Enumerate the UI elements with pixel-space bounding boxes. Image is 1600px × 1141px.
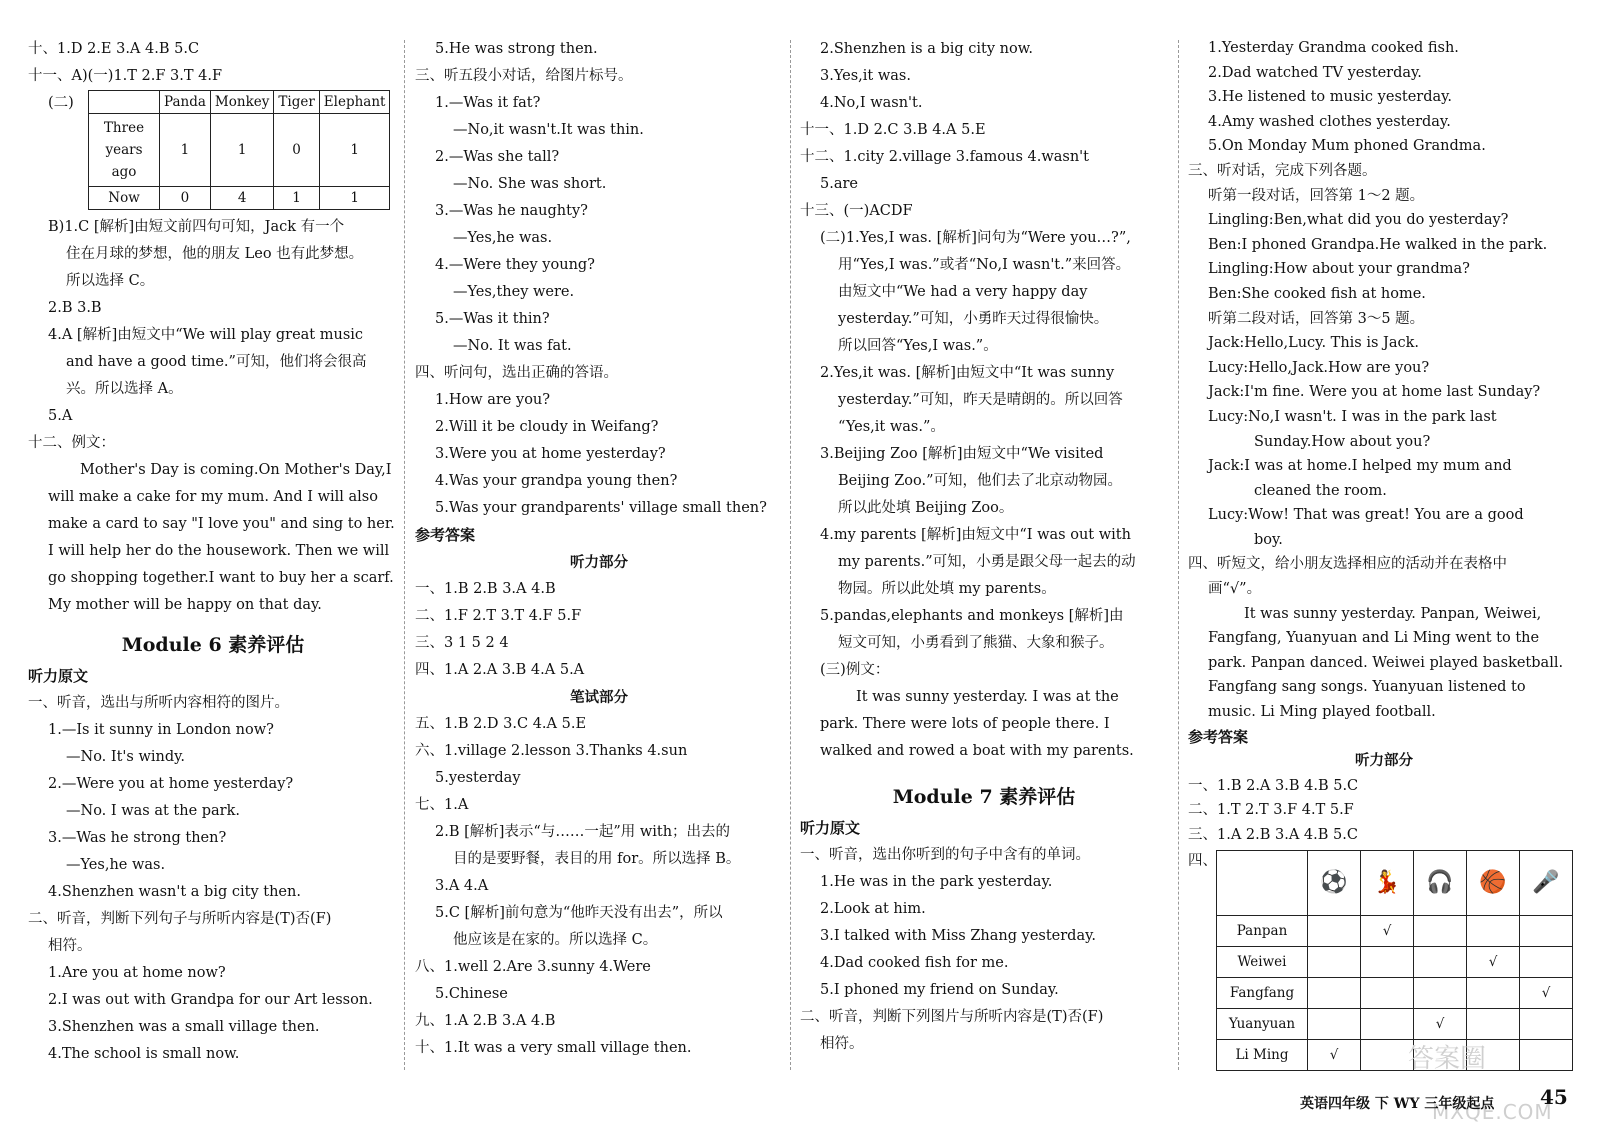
answer-line: 十三、(一)ACDF [800, 203, 913, 219]
singing-icon: 🎤 [1520, 850, 1573, 915]
child-name: Fangfang [1217, 977, 1308, 1008]
question-line: 2.Will it be cloudy in Weifang? [435, 419, 659, 435]
table-cell: 1 [319, 114, 390, 187]
question-line: 4.The school is small now. [48, 1046, 240, 1062]
question-line: 相符。 [48, 938, 92, 954]
answer-line: 住在月球的梦想，他的朋友 Leo 也有此梦想。 [66, 246, 364, 262]
column-divider [790, 40, 791, 1070]
answer-line: 四、 [1188, 852, 1217, 869]
answer-line: B)1.C [解析]由短文前四句可知，Jack 有一个 [48, 219, 345, 235]
essay-line: I will help her do the housework. Then we will [48, 543, 390, 559]
check-cell [1361, 977, 1414, 1008]
answer-line: my parents.”可知，小勇是跟父母一起去的动 [838, 554, 1136, 570]
table-row-label: Now [89, 187, 160, 210]
essay-line: make a card to say "I love you" and sing to her. [48, 516, 395, 532]
check-cell [1308, 977, 1361, 1008]
answer-line: 3.Beijing Zoo [解析]由短文中“We visited [820, 446, 1104, 462]
question-line: 一、听音，选出与所听内容相符的图片。 [28, 695, 289, 711]
question-line: 4.Shenzhen wasn't a big city then. [48, 884, 301, 900]
check-cell [1520, 1039, 1573, 1070]
answer-line: 所以选择 C。 [66, 273, 155, 289]
answer-line: (二) [48, 95, 74, 111]
answer-line: 一、1.B 2.A 3.B 4.B 5.C [1188, 777, 1359, 794]
answer-line: 3.A 4.A [435, 878, 489, 894]
question-line: 四、听短文，给小朋友选择相应的活动并在表格中 [1188, 556, 1507, 573]
answer-line: 目的是要野餐，表目的用 for。所以选择 B。 [453, 851, 741, 867]
dialogue-line: Jack:I was at home.I helped my mum and [1208, 458, 1512, 475]
essay-line: It was sunny yesterday. I was at the [856, 689, 1119, 705]
check-cell [1520, 915, 1573, 946]
question-line: 5.Was your grandparents' village small then? [435, 500, 767, 516]
answer-line: 一、1.B 2.B 3.A 4.B [415, 581, 556, 597]
question-line: 1.—Is it sunny in London now? [48, 722, 274, 738]
answer-line: 二、1.F 2.T 3.T 4.F 5.F [415, 608, 582, 624]
question-line: 5.On Monday Mum phoned Grandma. [1208, 138, 1486, 155]
question-line: 2.Dad watched TV yesterday. [1208, 64, 1422, 81]
answer-line: 5.C [解析]前句意为“他昨天没有出去”，所以 [435, 905, 723, 921]
column-divider [404, 40, 405, 1070]
column-2 [415, 36, 783, 1062]
subsection-heading: 听力部分 [570, 554, 628, 571]
music-icon: 🎧 [1414, 850, 1467, 915]
table-header: Panda [160, 91, 211, 114]
answer-line: 4.No,I wasn't. [820, 95, 923, 111]
dialogue-line: Lingling:How about your grandma? [1208, 261, 1470, 278]
check-cell [1520, 946, 1573, 977]
question-line: —No. It was fat. [453, 338, 572, 354]
check-cell: √ [1467, 946, 1520, 977]
section-heading: 听力原文 [28, 667, 89, 685]
passage-line: Fangfang, Yuanyuan and Li Ming went to the [1208, 630, 1540, 647]
dialogue-line: Lucy:Wow! That was great! You are a good [1208, 507, 1524, 524]
question-line: 三、听对话，完成下列各题。 [1188, 162, 1377, 179]
answer-line: 五、1.B 2.D 3.C 4.A 5.E [415, 716, 587, 732]
answer-line: 兴。所以选择 A。 [66, 381, 183, 397]
column-3 [800, 36, 1168, 1058]
check-cell [1520, 1008, 1573, 1039]
question-line: 2.Look at him. [820, 901, 926, 917]
check-cell [1308, 915, 1361, 946]
answer-line: 十、1.It was a very small village then. [415, 1040, 692, 1056]
question-line: 二、听音，判断下列图片与所听内容是(T)否(F) [800, 1009, 1104, 1025]
answer-line: 六、1.village 2.lesson 3.Thanks 4.sun [415, 743, 688, 759]
question-line: —Yes,they were. [453, 284, 575, 300]
check-cell [1414, 915, 1467, 946]
child-name: Weiwei [1217, 946, 1308, 977]
passage-line: Fangfang sang songs. Yuanyuan listened to [1208, 679, 1526, 696]
question-line: 3.Were you at home yesterday? [435, 446, 666, 462]
question-line: —No. It's windy. [66, 749, 186, 765]
question-line: 4.—Were they young? [435, 257, 595, 273]
activity-table-block [1188, 848, 1580, 1062]
dialogue-line: Lingling:Ben,what did you do yesterday? [1208, 212, 1509, 229]
dialogue-line: Ben:She cooked fish at home. [1208, 285, 1426, 302]
dialogue-line: Sunday.How about you? [1254, 433, 1431, 450]
question-line: 2.—Was she tall? [435, 149, 560, 165]
subsection-heading: 笔试部分 [570, 689, 628, 706]
animal-count-table [88, 90, 390, 210]
page-number: 45 [1540, 1085, 1568, 1109]
question-line: 5.—Was it thin? [435, 311, 550, 327]
answer-line: Beijing Zoo.”可知，他们去了北京动物园。 [838, 473, 1123, 489]
table-cell: 1 [319, 187, 390, 210]
question-line: 3.—Was he strong then? [48, 830, 227, 846]
answer-line: 所以此处填 Beijing Zoo。 [838, 500, 1014, 516]
question-line: 一、听音，选出你听到的句子中含有的单词。 [800, 847, 1090, 863]
basketball-icon: 🏀 [1467, 850, 1520, 915]
dancing-icon: 💃 [1361, 850, 1414, 915]
answer-line: 2.Shenzhen is a big city now. [820, 41, 1034, 57]
question-line: 画“√”。 [1208, 581, 1262, 598]
question-line: 1.—Was it fat? [435, 95, 541, 111]
answer-line: 十二、1.city 2.village 3.famous 4.wasn't [800, 149, 1089, 165]
child-name: Panpan [1217, 915, 1308, 946]
question-line: 3.He listened to music yesterday. [1208, 89, 1453, 106]
answer-line: (二)1.Yes,I was. [解析]问句为“Were you…?”, [820, 230, 1131, 246]
table-header: Tiger [274, 91, 319, 114]
answer-line: 2.B 3.B [48, 300, 102, 316]
check-cell [1361, 1039, 1414, 1070]
check-cell [1308, 946, 1361, 977]
dialogue-line: Lucy:No,I wasn't. I was in the park last [1208, 408, 1497, 425]
module-heading: Module 7 素养评估 [892, 786, 1076, 808]
answer-line: 二、1.T 2.T 3.F 4.T 5.F [1188, 802, 1354, 819]
passage-line: It was sunny yesterday. Panpan, Weiwei, [1244, 605, 1542, 622]
question-line: 三、听五段小对话，给图片标号。 [415, 68, 633, 84]
dialogue-line: Ben:I phoned Grandpa.He walked in the park. [1208, 236, 1548, 253]
question-line: 1.How are you? [435, 392, 551, 408]
answer-line: and have a good time.”可知，他们将会很高 [66, 354, 367, 370]
table-cell: 0 [274, 114, 319, 187]
check-cell [1467, 1008, 1520, 1039]
answer-line: 5.yesterday [435, 770, 521, 786]
question-line: 听第二段对话，回答第 3～5 题。 [1208, 310, 1425, 327]
question-line: 5.I phoned my friend on Sunday. [820, 982, 1059, 998]
child-name: Yuanyuan [1217, 1008, 1308, 1039]
answer-line: 5.pandas,elephants and monkeys [解析]由 [820, 608, 1124, 624]
answer-line: 三、3 1 5 2 4 [415, 635, 509, 651]
answer-line: 物园。所以此处填 my parents。 [838, 581, 1056, 597]
check-cell: √ [1520, 977, 1573, 1008]
check-cell [1361, 946, 1414, 977]
check-cell: √ [1361, 915, 1414, 946]
answer-line: (三)例文： [820, 662, 890, 678]
table-cell: 0 [160, 187, 211, 210]
answer-line: 由短文中“We had a very happy day [838, 284, 1088, 300]
watermark-url: MXQE.COM [1432, 1100, 1553, 1124]
football-icon: ⚽ [1308, 850, 1361, 915]
question-line: 二、听音，判断下列句子与所听内容是(T)否(F) [28, 911, 332, 927]
column-4 [1188, 36, 1580, 1062]
answer-line: 他应该是在家的。所以选择 C。 [453, 932, 658, 948]
check-cell [1308, 1008, 1361, 1039]
dialogue-line: Jack:Hello,Lucy. This is Jack. [1208, 335, 1420, 352]
essay-line: go shopping together.I want to buy her a scarf. [48, 570, 394, 586]
table-cell: 1 [160, 114, 211, 187]
answer-line: 2.Yes,it was. [解析]由短文中“It was sunny [820, 365, 1115, 381]
question-line: 3.Shenzhen was a small village then. [48, 1019, 320, 1035]
essay-line: Mother's Day is coming.On Mother's Day,I [80, 462, 392, 478]
question-line: 2.—Were you at home yesterday? [48, 776, 294, 792]
table-corner [1217, 850, 1308, 915]
page-footer: 英语四年级 下 WY 三年级起点 [1300, 1096, 1495, 1112]
answer-line: 八、1.well 2.Are 3.sunny 4.Were [415, 959, 651, 975]
answer-line: 十一、1.D 2.C 3.B 4.A 5.E [800, 122, 986, 138]
answer-line: 用“Yes,I was.”或者“No,I wasn't.”来回答。 [838, 257, 1131, 273]
column-divider [1178, 40, 1179, 1070]
essay-line: My mother will be happy on that day. [48, 597, 322, 613]
question-line: —No. She was short. [453, 176, 607, 192]
question-line: 4.Amy washed clothes yesterday. [1208, 113, 1451, 130]
table-header: Monkey [210, 91, 273, 114]
table-header: Elephant [319, 91, 390, 114]
watermark-logo: 答案圈 [1408, 1044, 1487, 1074]
check-cell [1361, 1008, 1414, 1039]
dialogue-line: cleaned the room. [1254, 482, 1387, 499]
answer-line: 九、1.A 2.B 3.A 4.B [415, 1013, 556, 1029]
table-cell: 1 [274, 187, 319, 210]
question-line: 1.He was in the park yesterday. [820, 874, 1053, 890]
activity-table [1216, 850, 1573, 1071]
passage-line: music. Li Ming played football. [1208, 704, 1436, 721]
table-header [89, 91, 160, 114]
question-line: 4.Was your grandpa young then? [435, 473, 678, 489]
check-cell [1414, 977, 1467, 1008]
answer-line: 四、1.A 2.A 3.B 4.A 5.A [415, 662, 585, 678]
essay-line: walked and rowed a boat with my parents. [820, 743, 1134, 759]
check-cell [1414, 946, 1467, 977]
check-cell: √ [1308, 1039, 1361, 1070]
question-line: 3.I talked with Miss Zhang yesterday. [820, 928, 1096, 944]
module-heading: Module 6 素养评估 [121, 634, 305, 656]
answer-line: 所以回答“Yes,I was.”。 [838, 338, 998, 354]
answer-line: 短文可知，小勇看到了熊猫、大象和猴子。 [838, 635, 1114, 651]
table-row-label: Three years ago [89, 114, 160, 187]
animal-table-block [28, 90, 398, 210]
answer-line: 5.A [48, 408, 73, 424]
check-cell [1467, 977, 1520, 1008]
answer-line: 2.B [解析]表示“与……一起”用 with；出去的 [435, 824, 731, 840]
answer-line: 5.are [820, 176, 858, 192]
question-line: —No. I was at the park. [66, 803, 241, 819]
question-line: 四、听问句，选出正确的答语。 [415, 365, 618, 381]
dialogue-line: Jack:I'm fine. Were you at home last Sunday? [1208, 384, 1541, 401]
section-heading: 参考答案 [1188, 727, 1249, 746]
question-line: 相符。 [820, 1036, 864, 1052]
question-line: 4.Dad cooked fish for me. [820, 955, 1009, 971]
essay-line: will make a cake for my mum. And I will also [48, 489, 378, 505]
question-line: —No,it wasn't.It was thin. [453, 122, 644, 138]
essay-line: park. There were lots of people there. I [820, 716, 1110, 732]
check-cell [1467, 915, 1520, 946]
question-line: 1.Yesterday Grandma cooked fish. [1208, 40, 1459, 56]
column-1 [28, 36, 398, 1068]
answer-line: 4.A [解析]由短文中“We will play great music [48, 327, 364, 343]
table-cell: 4 [210, 187, 273, 210]
question-line: 2.I was out with Grandpa for our Art lesson. [48, 992, 373, 1008]
answer-line: 3.Yes,it was. [820, 68, 911, 84]
answer-line: yesterday.”可知，昨天是晴朗的。所以回答 [838, 392, 1123, 408]
check-cell: √ [1414, 1008, 1467, 1039]
passage-line: park. Panpan danced. Weiwei played basketball. [1208, 654, 1564, 671]
section-heading: 参考答案 [415, 526, 476, 544]
answer-line: 5.Chinese [435, 986, 508, 1002]
question-line: —Yes,he was. [66, 857, 166, 873]
section-heading: 听力原文 [800, 819, 861, 837]
dialogue-line: boy. [1254, 531, 1283, 548]
answer-line: “Yes,it was.”。 [838, 419, 945, 435]
subsection-heading: 听力部分 [1355, 752, 1413, 770]
answer-line: 十一、A)(一)1.T 2.F 3.T 4.F [28, 68, 223, 84]
answer-line: 4.my parents [解析]由短文中“I was out with [820, 527, 1131, 543]
question-line: 3.—Was he naughty? [435, 203, 588, 219]
question-line: 1.Are you at home now? [48, 965, 226, 981]
child-name: Li Ming [1217, 1039, 1308, 1070]
question-line: —Yes,he was. [453, 230, 553, 246]
dialogue-line: Lucy:Hello,Jack.How are you? [1208, 359, 1430, 376]
answer-line: 三、1.A 2.B 3.A 4.B 5.C [1188, 827, 1358, 843]
question-line: 听第一段对话，回答第 1～2 题。 [1208, 187, 1425, 204]
answer-line: 十二、例文： [28, 435, 115, 451]
table-cell: 1 [210, 114, 273, 187]
answer-line: 七、1.A [415, 797, 469, 813]
answer-line: 十、1.D 2.E 3.A 4.B 5.C [28, 41, 200, 57]
answer-line: yesterday.”可知，小勇昨天过得很愉快。 [838, 311, 1109, 327]
question-line: 5.He was strong then. [435, 41, 598, 57]
